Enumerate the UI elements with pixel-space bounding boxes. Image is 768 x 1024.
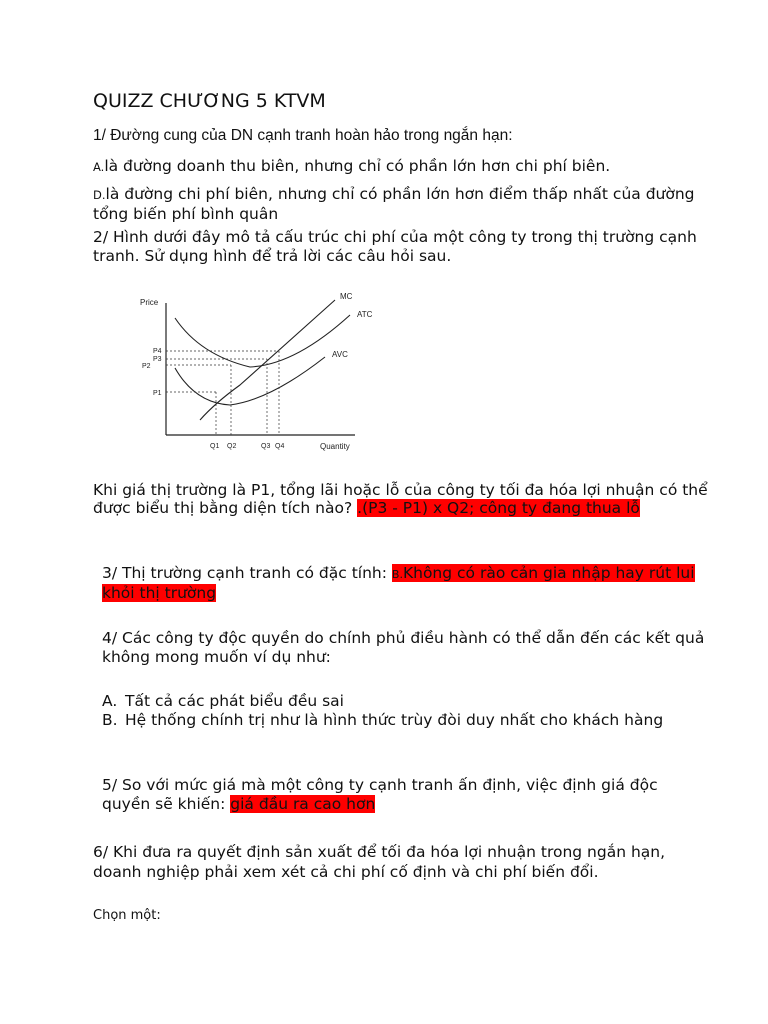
tick-q1: Q1 (210, 443, 220, 450)
avc-curve (175, 357, 325, 405)
question-2-prompt (93, 481, 708, 517)
option-d-text: là đường chi phí biên, nhưng chỉ có phần lớn hơn điểm thấp nhất của đường tổng biến phí bình quân (93, 185, 695, 223)
tick-q4: Q4 (275, 443, 285, 450)
question-3-answer-text: Không có rào cản gia nhập hay rút lui khỏi thị trường (102, 564, 695, 602)
choose-one-label: Chọn một: (93, 908, 161, 923)
x-axis-label: Quantity (320, 442, 350, 451)
question-2: 2/ Hình dưới đây mô tả cấu trúc chi phí của một công ty trong thị trường cạnh tranh. Sử dụng hình để trả lời các câu hỏi sau. (93, 228, 697, 265)
tick-p2: P2 (142, 363, 151, 370)
question-3 (102, 564, 708, 603)
tick-q3: Q3 (261, 443, 271, 450)
option-d (93, 185, 708, 224)
question-5-answer: giá đầu ra cao hơn (230, 795, 376, 813)
list-marker: B. (102, 711, 118, 729)
question-5 (102, 776, 708, 814)
option-a-text: là đường doanh thu biên, nhưng chỉ có phần lớn hơn chi phí biên. (104, 157, 611, 175)
option-a (93, 157, 708, 177)
tick-p4: P4 (153, 348, 162, 355)
cost-curves-chart (130, 285, 373, 460)
tick-p3: P3 (153, 356, 162, 363)
list-item (102, 711, 708, 730)
question-4-options (102, 692, 708, 730)
question-3-text: 3/ Thị trường cạnh tranh có đặc tính: (102, 564, 392, 582)
list-item-text: Tất cả các phát biểu đều sai (125, 692, 344, 710)
list-item-text: Hệ thống chính trị như là hình thức trùy đòi duy nhất cho khách hàng (125, 711, 664, 729)
guide-lines (166, 351, 279, 435)
y-axis-label: Price (140, 298, 159, 307)
question-3-answer-letter: B. (391, 568, 403, 581)
tick-q2: Q2 (227, 443, 237, 450)
tick-p1: P1 (153, 390, 162, 397)
avc-label: AVC (332, 350, 348, 359)
question-2-text: Khi giá thị trường là P1, tổng lãi hoặc lỗ của công ty tối đa hóa lợi nhuận có thể được biểu thị bằng diện tích nào? (93, 481, 708, 517)
list-item (102, 692, 708, 711)
mc-label: MC (340, 292, 353, 301)
question-6: 6/ Khi đưa ra quyết định sản xuất để tối đa hóa lợi nhuận trong ngắn hạn, doanh nghiệp phải xem xét cả chi phí cố định và chi phí biến đổi. (93, 843, 666, 881)
atc-label: ATC (357, 310, 373, 319)
option-a-letter: A. (93, 160, 105, 174)
mc-curve (200, 300, 335, 420)
question-2-answer: .(P3 - P1) x Q2; công ty đang thua lỗ (357, 499, 640, 517)
question-1: 1/ Đường cung của DN cạnh tranh hoàn hảo trong ngắn hạn: (93, 127, 513, 144)
list-marker: A. (102, 692, 118, 710)
question-5-text: 5/ So với mức giá mà một công ty cạnh tranh ấn định, việc định giá độc quyền sẽ khiến: (102, 776, 658, 813)
option-d-letter: D. (93, 188, 106, 202)
question-4: 4/ Các công ty độc quyền do chính phủ điều hành có thể dẫn đến các kết quả không mong muốn ví dụ như: (102, 629, 705, 666)
page-title: QUIZZ CHƯƠNG 5 KTVM (93, 90, 326, 112)
